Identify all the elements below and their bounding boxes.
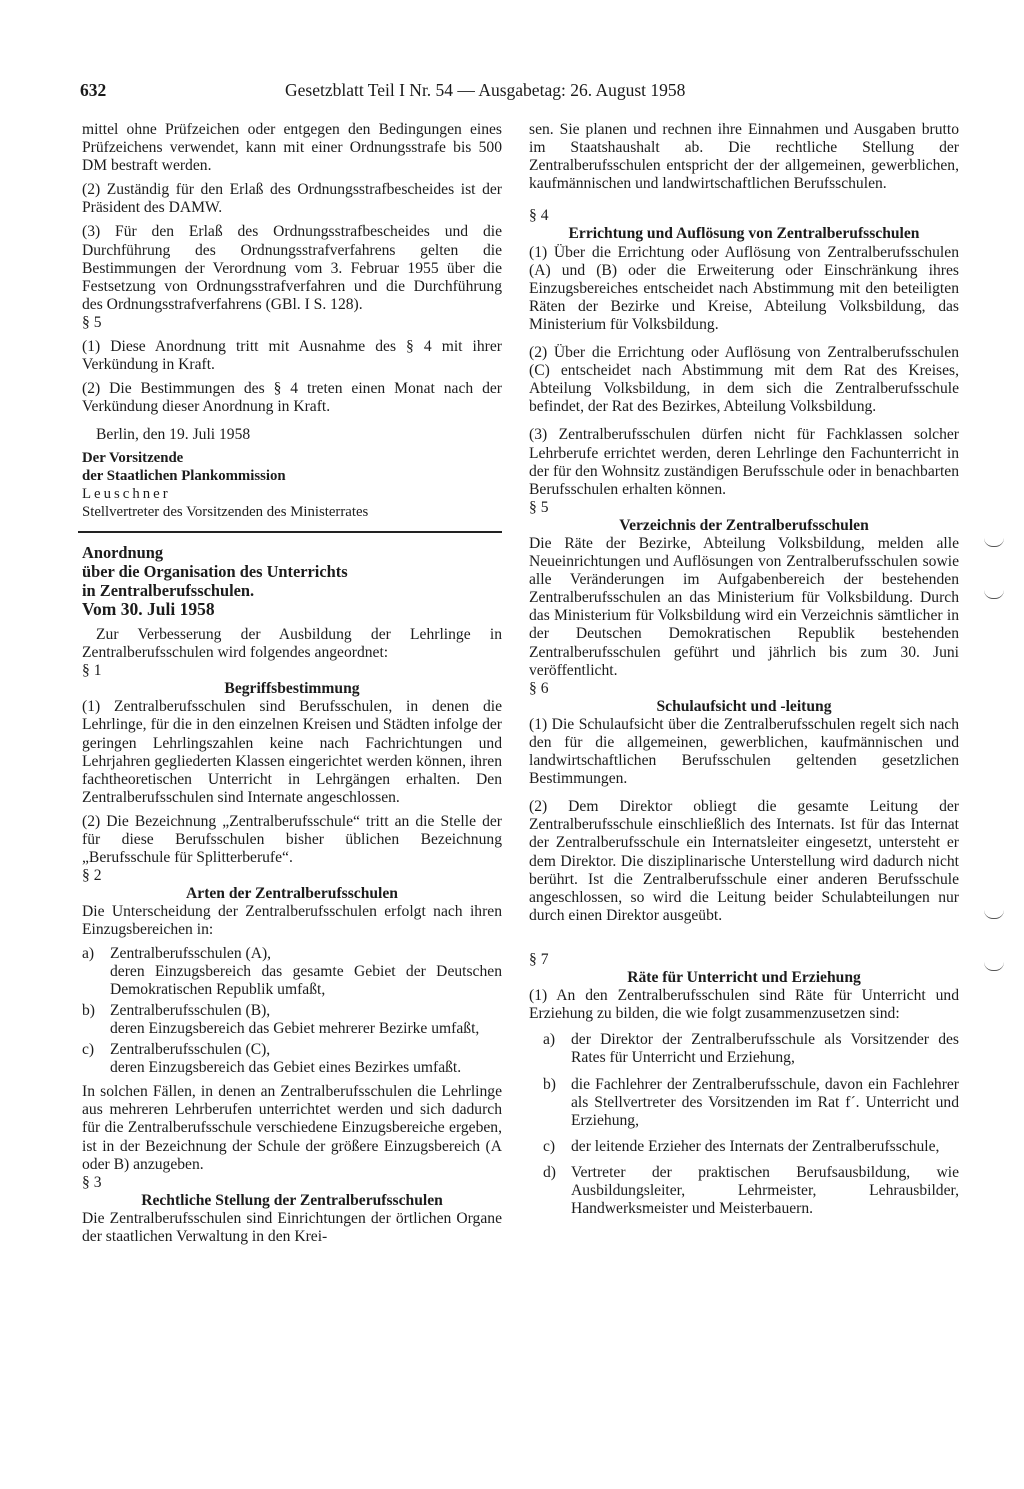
list-item	[82, 1041, 502, 1077]
ordinance-subtitle: in Zentralberufsschulen.	[82, 580, 255, 600]
left-column	[82, 121, 502, 1246]
list-item-heading: Zentralberufsschulen (B),	[110, 1001, 271, 1019]
list-item-label: b)	[543, 1075, 556, 1093]
section-heading: § 2	[82, 867, 102, 885]
list-item-text: deren Einzugsbereich das Gebiet mehrerer Bezirke umfaßt,	[110, 1019, 480, 1037]
list-item	[82, 945, 502, 999]
signature-title: Der Vorsitzende	[82, 449, 184, 466]
section-divider	[78, 531, 502, 533]
page-number: 632	[80, 80, 107, 100]
paragraph: (1) Zentralberufsschulen sind Berufsschulen, in denen die Lehrlinge, für die in den einzelnen Kreisen und Städten infolge der geringen Lehrlingszahlen keine nach Fachrichtungen und Lehrjahren gegliederten Klassen eingerichtet werden können, ihren fachtheoretischen Unterricht in Lehrgängen erhalten. Den Zentralberufsschulen sind Internate angeschlossen.	[82, 698, 502, 806]
list-item-body	[110, 945, 502, 999]
section-title: Rechtliche Stellung der Zentralberufsschulen	[141, 1191, 443, 1209]
signature-institution: der Staatlichen Plankommission	[82, 467, 286, 484]
list-item-text: deren Einzugsbereich das Gebiet eines Bezirkes umfaßt.	[110, 1059, 462, 1077]
section-heading: § 5	[82, 313, 102, 331]
list-item-text: Vertreter der praktischen Berufsausbildung, wie Ausbildungsleiter, Lehrmeister, Lehrausbilder, Handwerksmeister und Meisterbauern.	[571, 1163, 959, 1218]
section-heading: § 6	[529, 679, 549, 697]
section-title: Räte für Unterricht und Erziehung	[627, 969, 861, 987]
section-heading: § 7	[529, 950, 549, 968]
place-date: Berlin, den 19. Juli 1958	[96, 426, 251, 444]
paragraph: (1) Die Schulaufsicht über die Zentralberufsschulen regelt sich nach den für die allgemeinen, gewerblichen, kaufmännischen und landwirtschaftlichen Berufsschulen geltenden gesetzlichen Bestimmungen.	[529, 715, 959, 788]
paragraph: (1) An den Zentralberufsschulen sind Räte für Unterricht und Erziehung zu bilden, die wie folgt zusammenzusetzen sind:	[529, 987, 959, 1023]
list-item-heading: Zentralberufsschulen (A),	[110, 944, 272, 962]
list-item-heading: Zentralberufsschulen (C),	[110, 1041, 271, 1059]
paragraph: (2) Dem Direktor obliegt die gesamte Leitung der Zentralberufsschule einschließlich des Internats. Ist für das Internat der Zentralberufsschule ein Internatsleiter eingesetzt, untersteht er dem Direktor. Die disziplinarische Unterstellung wird dadurch nicht berührt. Ist die Zentralberufsschule einer anderen Berufsschule angeschlossen, so wird die Leitung beider Schulabteilungen nur durch einen Direktor ausgeübt.	[529, 798, 959, 924]
list-item	[529, 1138, 959, 1156]
list-item	[529, 1164, 959, 1218]
paragraph: In solchen Fällen, in denen an Zentralberufsschulen die Lehrlinge aus mehreren Lehrberufen unterrichtet werden und sich dadurch für die Zentralberufsschule verschiedene Einzugsbereiche ergeben, ist in der Bezeichnung der Schule der größere Einzugsbereich (A oder B) anzugeben.	[82, 1083, 502, 1173]
paragraph: (2) Die Bezeichnung „Zentralberufsschule“ tritt an die Stelle der für diese Berufsschulen bisher üblichen Bezeichnung „Berufsschule für Splitterberufe“.	[82, 812, 502, 867]
margin-mark	[984, 590, 1004, 599]
paragraph: (2) Über die Errichtung oder Auflösung von Zentralberufsschulen (C) entscheidet nach Abstimmung mit dem Rat des Kreises, Abteilung Volksbildung, in dem sich die Zentralberufsschule befindet, der Rat des Bezirkes, Abteilung Volksbildung.	[529, 344, 959, 416]
section-heading: § 1	[82, 662, 102, 680]
section-heading: § 3	[82, 1173, 102, 1191]
paragraph: (3) Für den Erlaß des Ordnungsstrafbescheides und die Durchführung des Ordnungsstrafverfahrens gelten die Bestimmungen der Verordnung vom 3. Februar 1955 über die Festsetzung von Ordnungsstrafverfahren und die Durchführung des Ordnungsstrafverfahrens (GBl. I S. 128).	[82, 223, 502, 313]
section-title: Verzeichnis der Zentralberufsschulen	[619, 516, 869, 534]
list-item-label: c)	[543, 1137, 556, 1155]
paragraph: Die Zentralberufsschulen sind Einrichtungen der örtlichen Organe der staatlichen Verwaltung in den Krei-	[82, 1209, 502, 1245]
signatory-name: Leuschner	[82, 485, 171, 502]
list-item-label: b)	[82, 1001, 95, 1019]
list-item-label: a)	[543, 1031, 556, 1049]
paragraph: Zur Verbesserung der Ausbildung der Lehrlinge in Zentralberufsschulen wird folgendes angeordnet:	[82, 625, 502, 662]
paragraph: sen. Sie planen und rechnen ihre Einnahmen und Ausgaben brutto im Staatshaushalt ab. Die rechtliche Stellung der Zentralberufsschulen entspricht der der allgemeinen, gewerblichen, kaufmännischen und landwirtschaftlichen Berufsschulen.	[529, 121, 959, 193]
section-title: Schulaufsicht und -leitung	[656, 697, 832, 715]
section-heading: § 4	[529, 207, 549, 225]
ordinance-subtitle: über die Organisation des Unterrichts	[82, 561, 348, 581]
list-item-body	[110, 1041, 502, 1077]
paragraph: Die Unterscheidung der Zentralberufsschulen erfolgt nach ihren Einzugsbereichen in:	[82, 903, 502, 939]
list-item	[82, 1002, 502, 1038]
ordinance-title: Anordnung	[82, 542, 164, 562]
page-header	[80, 80, 960, 106]
list-item-body	[110, 1002, 502, 1038]
list-item-text: der leitende Erzieher des Internats der Zentralberufsschule,	[571, 1137, 940, 1155]
section-title: Begriffsbestimmung	[224, 680, 360, 698]
list-item-label: a)	[82, 944, 95, 962]
list-item	[529, 1076, 959, 1130]
running-head: Gesetzblatt Teil I Nr. 54 — Ausgabetag: 26. August 1958	[285, 80, 686, 100]
list-item-text: deren Einzugsbereich das gesamte Gebiet der Deutschen Demokratischen Republik umfaßt,	[110, 962, 502, 998]
margin-mark	[984, 910, 1004, 919]
list-item-text: der Direktor der Zentralberufsschule als Vorsitzender des Rates für Unterricht und Erziehung,	[571, 1031, 959, 1067]
paragraph: (2) Die Bestimmungen des § 4 treten einen Monat nach der Verkündung dieser Anordnung in Kraft.	[82, 380, 502, 416]
list-item-label: d)	[543, 1163, 556, 1181]
paragraph: (3) Zentralberufsschulen dürfen nicht für Fachklassen solcher Lehrberufe errichtet werden, deren Lehrlinge den Fachunterricht in der für den Wohnsitz zuständigen Berufsschule oder in benachbarten Berufsschulen erhalten können.	[529, 426, 959, 498]
list-item	[529, 1031, 959, 1067]
paragraph: mittel ohne Prüfzeichen oder entgegen den Bedingungen eines Prüfzeichens verwendet, kann mit einer Ordnungsstrafe bis 500 DM bestraft werden.	[82, 121, 502, 175]
list-item-text: die Fachlehrer der Zentralberufsschule, davon ein Fachlehrer als Stellvertreter des Vorsitzenden im Rat f´. Unterricht und Erziehung,	[571, 1075, 959, 1129]
section-heading: § 5	[529, 498, 549, 516]
paragraph: (2) Zuständig für den Erlaß des Ordnungsstrafbescheides ist der Präsident des DAMW.	[82, 181, 502, 217]
margin-mark	[984, 962, 1004, 971]
section-title: Arten der Zentralberufsschulen	[186, 885, 398, 903]
paragraph: Die Räte der Bezirke, Abteilung Volksbildung, melden alle Neueinrichtungen und Auflösungen von Zentralberufsschulen sowie alle Veränderungen im Aufgabenbereich der bestehenden Zentralberufsschulen an das Ministerium für Volksbildung. Durch das Ministerium für Volksbildung wird ein Verzeichnis sämtlicher in der Deutschen Demokratischen Republik bestehenden Zentralberufsschulen geführt und jährlich bis zum 30. Juni veröffentlicht.	[529, 534, 959, 679]
ordinance-date: Vom 30. Juli 1958	[82, 598, 215, 619]
signatory-role: Stellvertreter des Vorsitzenden des Ministerrates	[82, 503, 369, 520]
section-title: Errichtung und Auflösung von Zentralberufsschulen	[568, 225, 920, 243]
paragraph: (1) Diese Anordnung tritt mit Ausnahme des § 4 mit ihrer Verkündung in Kraft.	[82, 338, 502, 374]
paragraph: (1) Über die Errichtung oder Auflösung von Zentralberufsschulen (A) und (B) oder die Erweiterung oder Einschränkung ihres Einzugsbereiches entscheidet nach Abstimmung mit den beteiligten Räten der Bezirke und Kreise, Abteilung Volksbildung, das Ministerium für Volksbildung.	[529, 243, 959, 333]
list-item-label: c)	[82, 1041, 95, 1059]
right-column	[529, 121, 959, 1218]
margin-mark	[984, 538, 1004, 547]
